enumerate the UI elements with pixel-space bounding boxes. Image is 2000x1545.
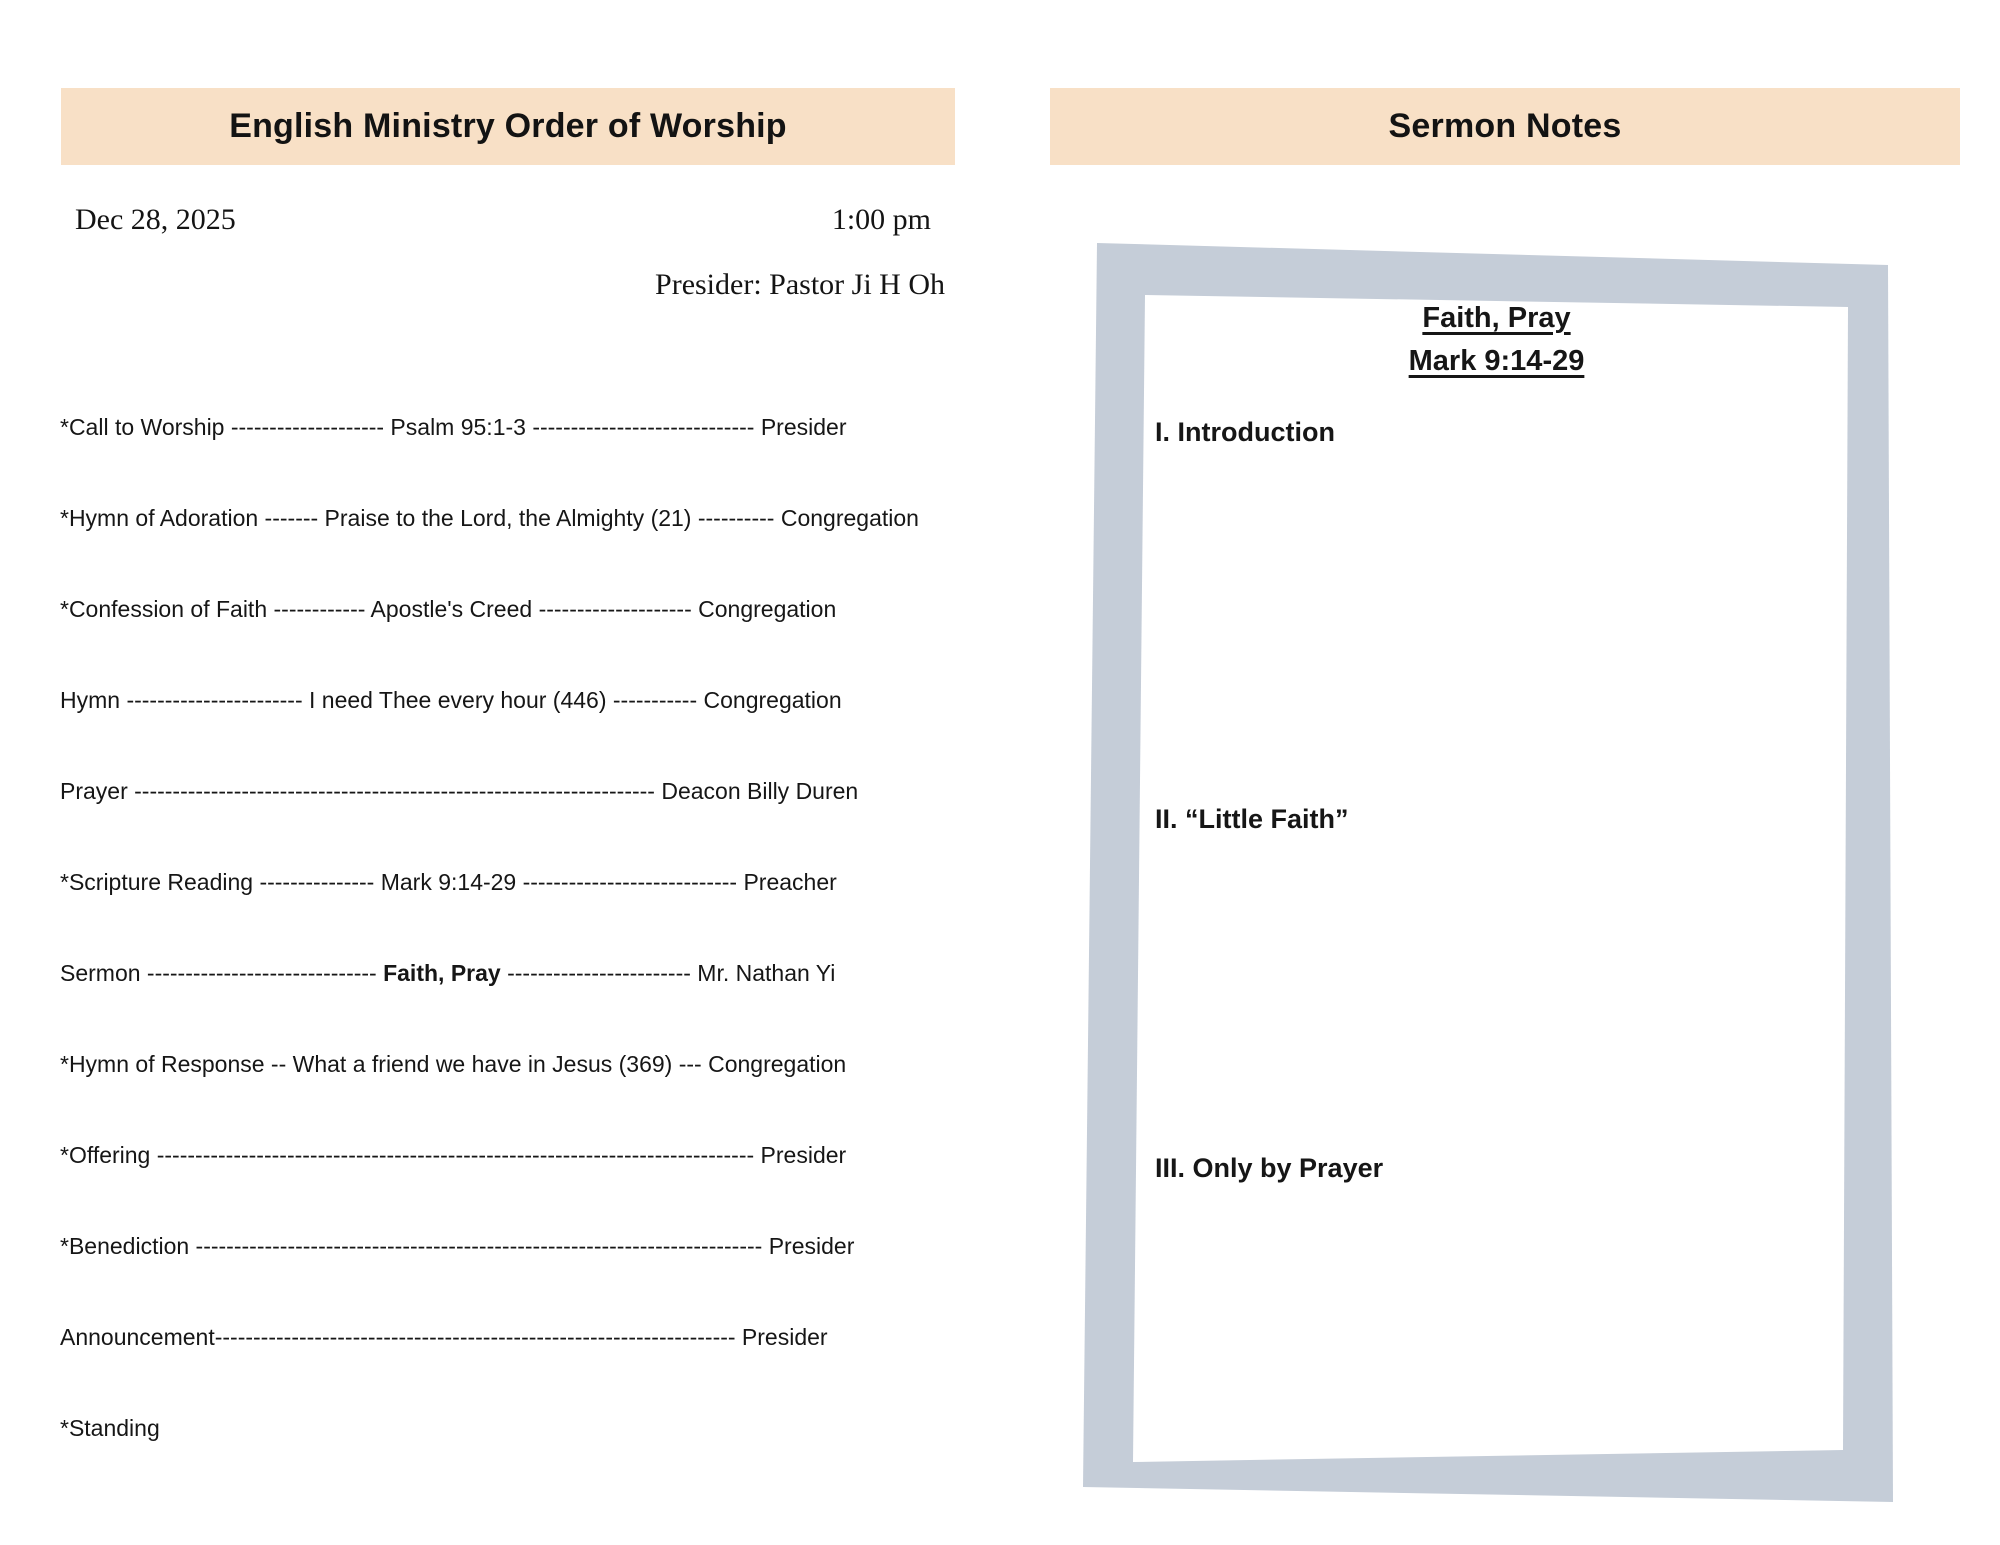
sermon-line-prefix: Sermon ------------------------------ [60,960,384,986]
order-item-announcement: Announcement-------------------------------------------------------------------- Presider [60,1324,828,1350]
order-item-scripture-reading: *Scripture Reading --------------- Mark 9:14-29 ---------------------------- Preacher [60,869,837,895]
sermon-notes-header-bar [1050,88,1960,165]
section-heading-only-by-prayer: III. Only by Prayer [1155,1153,1384,1183]
section-heading-introduction: I. Introduction [1155,417,1335,447]
sermon-notes-frame [1075,240,1895,1510]
order-item-prayer: Prayer -------------------------------------------------------------------- Deacon Billy Duren [60,778,859,804]
order-item-benediction: *Benediction -------------------------------------------------------------------------- Presider [60,1233,855,1259]
order-item-standing-note: *Standing [60,1415,160,1441]
sermon-passage: Mark 9:14-29 [1408,345,1585,377]
presider-row [75,268,945,302]
order-item-offering: *Offering ------------------------------------------------------------------------------ Presider [60,1142,847,1168]
service-date: Dec 28, 2025 [75,203,236,236]
sermon-line-suffix: ------------------------ Mr. Nathan Yi [500,960,836,986]
sermon-title: Faith, Pray [1422,302,1571,334]
date-time-row [75,203,945,237]
section-heading-little-faith: II. “Little Faith” [1155,804,1349,834]
order-item-confession-of-faith: *Confession of Faith ------------ Apostle's Creed -------------------- Congregation [60,596,837,622]
worship-header-bar [61,88,955,165]
sermon-line-title: Faith, Pray [383,960,501,986]
order-of-worship-list [60,414,945,1506]
order-item-hymn-of-adoration: *Hymn of Adoration ------- Praise to the Lord, the Almighty (21) ---------- Congregation [60,505,919,531]
order-item-hymn: Hymn ----------------------- I need Thee every hour (446) ----------- Congregation [60,687,842,713]
order-item-call-to-worship: *Call to Worship -------------------- Psalm 95:1-3 ----------------------------- Presider [60,414,847,440]
service-time: 1:00 pm [831,203,931,236]
order-item-sermon [60,960,945,1051]
worship-header-title: English Ministry Order of Worship [229,107,787,145]
order-item-hymn-of-response: *Hymn of Response -- What a friend we have in Jesus (369) --- Congregation [60,1051,847,1077]
presider-text: Presider: Pastor Ji H Oh [655,268,945,301]
sermon-notes-header-title: Sermon Notes [1388,107,1622,145]
